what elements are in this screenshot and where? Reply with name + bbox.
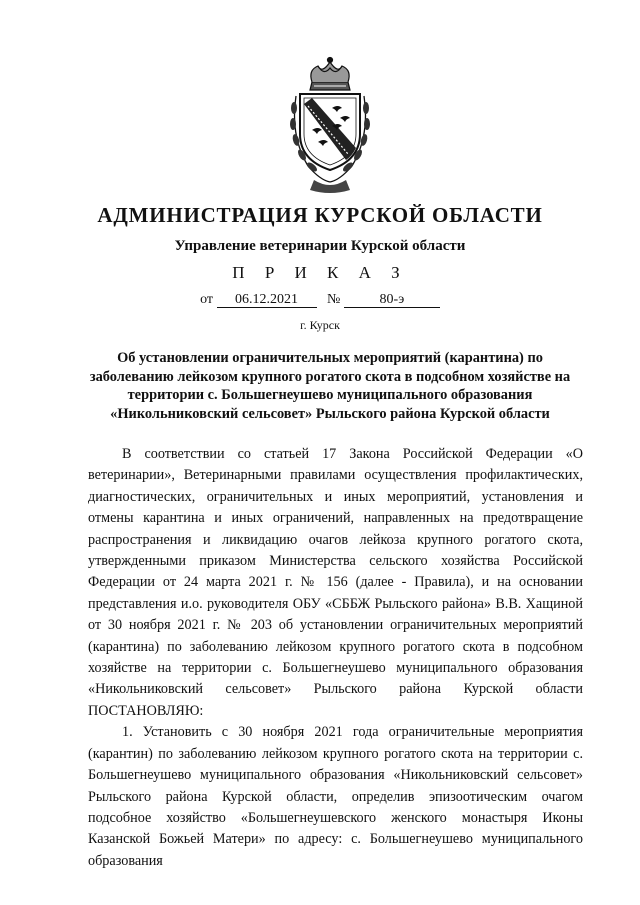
date-prefix: от: [200, 292, 214, 307]
coat-of-arms-emblem: [288, 56, 372, 196]
document-body: [88, 444, 583, 872]
document-title: Об установлении ограничительных мероприятий (карантина) по заболеванию лейкозом крупного рогатого скота в подсобном хозяйстве на территории с. Большегнеушево муниципального образования «Никольниковский сельсовет» Рыльского района Курской области: [89, 350, 571, 422]
order-date: 06.12.2021: [217, 292, 317, 308]
body-paragraph: 1. Установить с 30 ноября 2021 года ограничительные мероприятия (карантин) по заболеванию лейкозом крупного рогатого скота на территории с. Большегнеушево муниципального образования «Никольниковский сельсовет» Рыльского района Курской области, определив эпизоотическим очагом подсобное хозяйство «Большегнеушевского женского монастыря Иконы Казанской Божьей Матери» по адресу: с. Большегнеушево муниципального образования: [88, 724, 583, 869]
body-paragraph: В соответствии со статьей 17 Закона Российской Федерации «О ветеринарии», Ветеринарными правилами осуществления профилактических, диагностических, ограничительных и иных мероприятий, установления и отмены карантина и иных ограничений, направленных на предотвращение распространения и ликвидацию очагов лейкоза крупного рогатого скота, утвержденными приказом Министерства сельского хозяйства Российской Федерации от 24 марта 2021 г. № 156 (далее - Правила), и на основании представления и.о. руководителя ОБУ «СББЖ Рыльского района» В.В. Хащиной от 30 ноября 2021 г. № 203 об установлении ограничительных мероприятий (карантина) по заболеванию лейкозом крупного рогатого скота в подсобном хозяйстве на территории с. Большегнеушево муниципального образования «Никольниковский сельсовет» Рыльского района Курской области ПОСТАНОВЛЯЮ:: [88, 446, 583, 719]
department-name: Управление ветеринарии Курской области: [174, 238, 466, 254]
document-type: П Р И К А З: [232, 263, 408, 282]
organization-title: АДМИНИСТРАЦИЯ КУРСКОЙ ОБЛАСТИ: [97, 203, 543, 227]
order-number: 80-э: [344, 292, 440, 308]
city: г. Курск: [300, 318, 340, 332]
number-prefix: №: [327, 292, 341, 307]
date-number-line: [0, 292, 640, 308]
